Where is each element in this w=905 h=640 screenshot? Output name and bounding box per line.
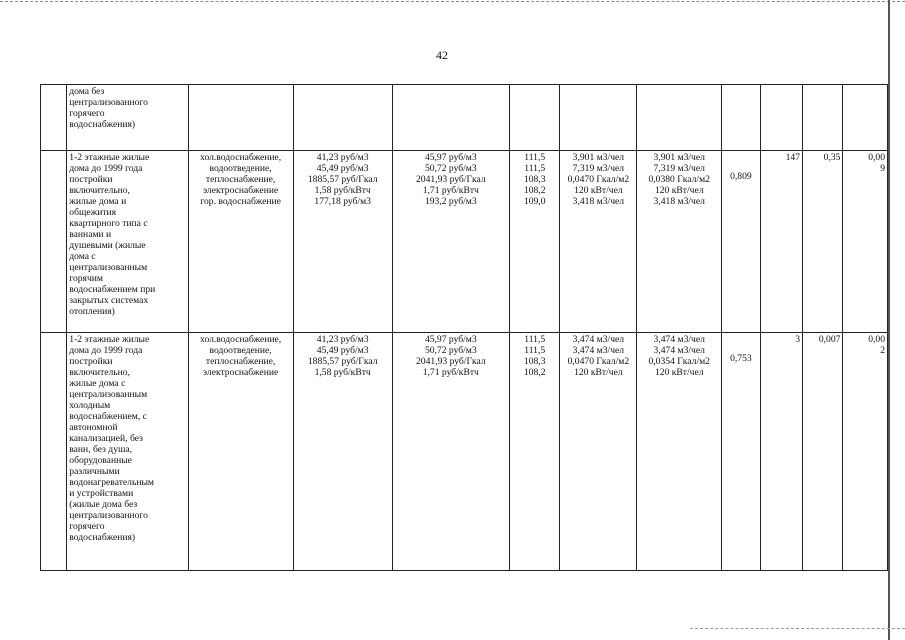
count-cell [760,85,802,151]
value-b-cell [843,333,888,571]
value_b-value: 0,00 9 [868,152,885,174]
norms_2-line: 120 кВт/чел [654,185,704,196]
value-a-cell [803,333,843,571]
norms_1-line: 3,418 м3/чел [572,196,625,207]
norm-prev-cell [560,85,637,151]
coefficient-cell [722,151,760,333]
description-line: квартирного типа с [69,218,148,229]
count-cell [760,333,802,571]
norms_2-line: 3,474 м3/чел [653,334,705,345]
scan-right-edge [888,0,890,640]
services-line: гор. водоснабжение [200,196,281,207]
table-body [41,85,888,571]
coefficient-cell [722,333,760,571]
value-b-cell [843,85,888,151]
norms_1-line: 120 кВт/чел [574,185,623,196]
description-cell [67,85,188,151]
description-line: канализацией, без [69,433,143,444]
description-line: отопления) [69,306,115,317]
tariff-new-cell [392,333,509,571]
tariffs_1-line: 1,58 руб/кВтч [314,367,371,378]
index-cell [41,151,67,333]
index-line: 111,5 [524,163,546,174]
description-line: холодным [69,400,111,411]
description-line: оборудованные [69,455,132,466]
description-line: ванн, без душа, [69,444,133,455]
description-line: автономной [69,422,118,433]
norm-new-cell [637,85,722,151]
norms_2-line: 7,319 м3/чел [653,163,705,174]
description-line: горячего [69,521,105,532]
norms_2-line: 3,901 м3/чел [653,152,705,163]
norm-new-cell [637,333,722,571]
tariff-new-cell [392,85,509,151]
norms_1-line: 7,319 м3/чел [572,163,625,174]
index-line: 111,5 [524,152,546,163]
description-line: дома до 1999 года [69,345,143,356]
norms_1-line: 0,0470 Гкал/м2 [567,356,630,367]
norms_1-line: 3,474 м3/чел [572,334,625,345]
table-row [41,333,888,571]
coefficient-cell [722,85,760,151]
description-line: включительно, [69,367,130,378]
description-line: ваннами и [69,229,112,240]
description-line: (жилые дома без [69,499,138,510]
services-line: хол.водоснабжение, [200,152,282,163]
norms_1-line: 3,901 м3/чел [572,152,625,163]
tariffs_1-line: 1885,57 руб/Гкал [307,356,378,367]
norms_2-line: 120 кВт/чел [654,367,704,378]
description-line: водоснабжением, с [69,411,147,422]
tariff-prev-cell [293,85,392,151]
index-line: 109,0 [523,196,546,207]
description-line: жилые дома с [69,378,126,389]
norm-prev-cell [560,151,637,333]
description-line: и устройствами [69,488,134,499]
value-a-cell [803,151,843,333]
description-line: дома без [69,86,105,97]
page-number: 42 [436,48,448,62]
tariffs_1-line: 41,23 руб/м3 [316,334,369,345]
growth-index-cell [509,151,560,333]
tariffs_1-line: 1885,57 руб/Гкал [307,174,378,185]
description-line: водоснабжением при [69,284,156,295]
index-line: 108,3 [523,356,546,367]
norms_1-line: 0,0470 Гкал/м2 [567,174,630,185]
index-line: 108,2 [523,185,546,196]
description-line: горячего [69,108,105,119]
services-line: электроснабжение [202,185,279,196]
description-cell [67,333,188,571]
scan-top-edge [0,1,905,3]
index-cell [41,85,67,151]
coef-value: 0,753 [730,353,752,364]
tariffs_1-line: 41,23 руб/м3 [316,152,369,163]
description-line: водонагревательным [69,477,154,488]
scan-bottom-edge [690,628,905,630]
norm-new-cell [637,151,722,333]
tariffs_1-line: 45,49 руб/м3 [316,163,369,174]
services-line: теплоснабжение, [205,174,276,185]
tariffs_1-line: 45,49 руб/м3 [316,345,369,356]
description-line: централизованным [69,389,148,400]
services-cell [188,85,293,151]
count-value: 3 [795,334,801,345]
norms_2-line: 3,474 м3/чел [653,345,705,356]
description-line: общежития [69,207,117,218]
description-line: водоснабжения) [69,119,136,130]
services-line: водоотведение, [209,345,272,356]
tariffs_2-line: 2041,93 руб/Гкал [415,356,486,367]
tariff-new-cell [392,151,509,333]
value_a-value: 0,007 [818,334,841,345]
norm-prev-cell [560,333,637,571]
services-cell [188,151,293,333]
description-line: 1-2 этажные жилые [69,334,150,345]
tariffs_1-line: 177,18 руб/м3 [314,196,371,207]
tariff-prev-cell [293,151,392,333]
index-line: 108,3 [523,174,546,185]
norms_1-line: 3,474 м3/чел [572,345,625,356]
services-line: водоотведение, [209,163,272,174]
tariffs_2-line: 2041,93 руб/Гкал [415,174,486,185]
index-line: 111,5 [524,334,546,345]
description-line: горячим [69,273,103,284]
services-line: хол.водоснабжение, [200,334,282,345]
tariffs_1-line: 1,58 руб/кВтч [314,185,371,196]
count-cell [760,151,802,333]
description-line: душевыми (жилые [69,240,146,251]
tariffs_2-line: 45,97 руб/м3 [424,152,477,163]
index-line: 111,5 [524,345,546,356]
value_b-value: 0,00 2 [868,334,885,356]
table-row [41,85,888,151]
tariffs_2-line: 50,72 руб/м3 [424,345,477,356]
tariffs_2-line: 1,71 руб/кВтч [422,185,479,196]
description-line: 1-2 этажные жилые [69,152,150,163]
description-line: закрытых системах [69,295,149,306]
tariffs_2-line: 1,71 руб/кВтч [422,367,479,378]
description-line: централизованного [69,97,148,108]
services-line: электроснабжение [202,367,279,378]
description-line: включительно, [69,185,130,196]
description-line: жилые дома и [69,196,127,207]
tariffs_2-line: 45,97 руб/м3 [424,334,477,345]
description-line: дома с [69,251,96,262]
norms_1-line: 120 кВт/чел [574,367,623,378]
description-line: постройки [69,356,113,367]
services-line: теплоснабжение, [205,356,276,367]
norms_2-line: 0,0354 Гкал/м2 [648,356,710,367]
services-cell [188,333,293,571]
index-cell [41,333,67,571]
value-a-cell [803,85,843,151]
norms_2-line: 3,418 м3/чел [653,196,705,207]
value_a-value: 0,35 [823,152,841,163]
norms_2-line: 0,0380 Гкал/м2 [648,174,710,185]
index-line: 108,2 [523,367,546,378]
coef-value: 0,809 [730,171,752,182]
description-line: различными [69,466,120,477]
tariff-table [40,84,888,571]
tariff-prev-cell [293,333,392,571]
description-line: водоснабжения) [69,532,136,543]
count-value: 147 [785,152,801,163]
description-line: постройки [69,174,113,185]
tariffs_2-line: 193,2 руб/м3 [424,196,477,207]
growth-index-cell [509,333,560,571]
growth-index-cell [509,85,560,151]
table-row [41,151,888,333]
value-b-cell [843,151,888,333]
description-line: централизованным [69,262,148,273]
description-cell [67,151,188,333]
description-line: централизованного [69,510,148,521]
description-line: дома до 1999 года [69,163,143,174]
tariffs_2-line: 50,72 руб/м3 [424,163,477,174]
